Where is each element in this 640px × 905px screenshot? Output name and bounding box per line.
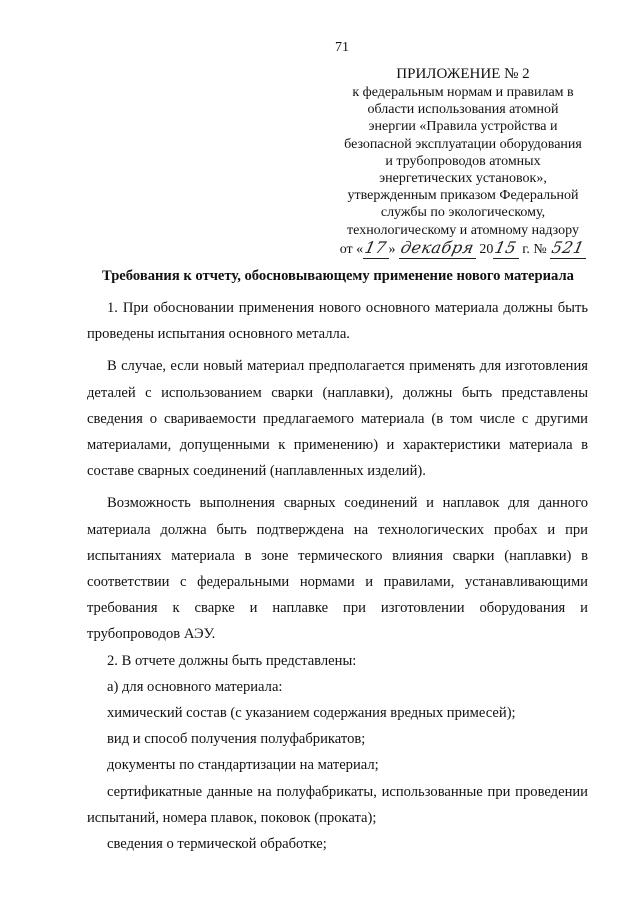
list-item: вид и способ получения полуфабрикатов; — [107, 731, 366, 748]
list-item: сведения о термической обработке; — [107, 836, 327, 853]
appendix-line: области использования атомной — [367, 102, 559, 118]
order-year-prefix: 20 — [479, 241, 494, 257]
list-item: химический состав (с указанием содержания вредных примесей); — [107, 705, 516, 722]
handwritten-year: 15 — [493, 237, 519, 257]
section-title: Требования к отчету, обосновывающему применение нового материала — [102, 268, 574, 284]
appendix-line: и трубопроводов атомных — [385, 153, 541, 169]
appendix-line: к федеральным нормам и правилам в — [352, 85, 574, 100]
paragraph-1: 1. При обосновании применения нового основного материала должны быть проведены испытания основного металла. — [87, 300, 588, 343]
order-date-mid: » — [388, 241, 396, 257]
page-number: 71 — [335, 40, 349, 55]
order-date-line — [318, 239, 608, 259]
appendix-line: безопасной эксплуатации оборудования — [344, 136, 582, 152]
appendix-header — [318, 64, 608, 259]
handwritten-order-number: 521 — [550, 237, 587, 257]
paragraph-2: В случае, если новый материал предполагается применять для изготовления деталей с использованием сварки (наплавки), должны быть представлены сведения о свариваемости предлагаемого материала (в том числе с другими материалами, допущенными к применению) и характеристики материала в составе сварных соединений (наплавленных изделий). — [87, 358, 588, 480]
appendix-line: службы по экологическому, — [380, 205, 546, 221]
appendix-heading: ПРИЛОЖЕНИЕ № 2 — [396, 66, 530, 82]
list-item: сертификатные данные на полуфабрикаты, использованные при проведении испытаний, номера плавок, поковок (проката); — [87, 783, 588, 826]
list-item: документы по стандартизации на материал; — [107, 757, 379, 774]
paragraph-4: 2. В отчете должны быть представлены: — [107, 652, 357, 669]
appendix-line: энергетических установок», — [379, 171, 547, 187]
appendix-line: энергии «Правила устройства и — [368, 119, 558, 135]
order-year-suffix: г. № — [518, 241, 547, 257]
handwritten-month: декабря — [399, 237, 476, 257]
appendix-line: технологическому и атомному надзору — [347, 222, 579, 238]
order-date-prefix: от « — [339, 241, 364, 257]
handwritten-day: 17 — [363, 237, 389, 257]
paragraph-3: Возможность выполнения сварных соединений и наплавок для данного материала должна быть подтверждена на технологических пробах и при испытаниях материала в зоне термического влияния сварки (наплавки) в соответствии с федеральными нормами и правилами, устанавливающими требования к сварке и наплавке при изготовлении оборудования и трубопроводов АЭУ. — [87, 495, 588, 643]
list-item-a: а) для основного материала: — [107, 678, 283, 695]
document-body — [87, 295, 588, 857]
appendix-line: утвержденным приказом Федеральной — [347, 188, 579, 204]
